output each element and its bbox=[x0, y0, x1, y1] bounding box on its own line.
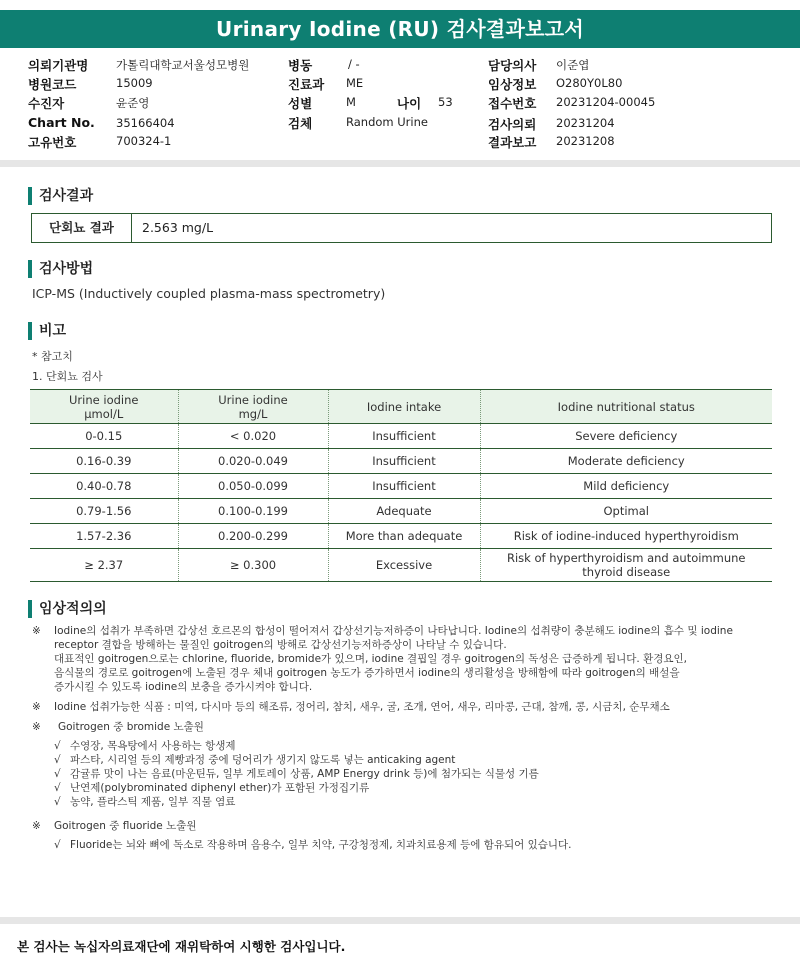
header-umol: Urine iodine µmol/L bbox=[30, 390, 178, 424]
table-row bbox=[30, 524, 772, 549]
reference-mark-icon: ※ bbox=[32, 625, 41, 637]
chart-value: 35166404 bbox=[116, 116, 175, 130]
unique-label: 고유번호 bbox=[28, 135, 77, 150]
sex-value: M bbox=[346, 95, 356, 109]
code-label: 병원코드 bbox=[28, 77, 77, 92]
unique-value: 700324-1 bbox=[116, 134, 172, 148]
patient-label: 수진자 bbox=[28, 96, 65, 111]
cell-intake: More than adequate bbox=[328, 524, 480, 549]
table-row bbox=[30, 549, 772, 582]
cell-status: Moderate deficiency bbox=[480, 449, 772, 474]
check-icon: √ bbox=[54, 768, 61, 780]
cell-mg: < 0.020 bbox=[178, 424, 328, 449]
reported-label: 결과보고 bbox=[488, 135, 537, 150]
request-label: 검사의뢰 bbox=[488, 117, 537, 132]
list-item: √ 수영장, 목욕탕에서 사용하는 항생제 bbox=[54, 740, 236, 752]
bromide-sources-title: ※ Goitrogen 중 bromide 노출원 bbox=[32, 721, 204, 733]
fluoride-sources-title: ※ Goitrogen 중 fluoride 노출원 bbox=[32, 820, 197, 832]
code-value: 15009 bbox=[116, 76, 153, 90]
clinical-paragraph: ※ Iodine의 섭취가 부족하면 갑상선 호르몬의 합성이 떨어져서 갑상선기능저하증이 나타납니다. Iodine의 섭취량이 충분해도 iodine의 흡수 및 iodine receptor 결합을 방해하는 물질인 goitrogen의 방해로 갑상선기능저하증상이 나타날 수 있습니다. 대표적인 goitrogen으로는 chlorine, fluoride, bromide가 있으며, iodine 결핍일 경우 goitrogen의 독성은 급증하게 됩니다. 환경요인, 음식물의 경로로 goitrogen에 노출된 경우 체내 goitrogen 농도가 증가하면서 iodine의 생리활성을 방해함에 따라 goitrogen의 배설을 증가시킬 수 있도록 iodine의 보충을 증가시켜야 합니다. bbox=[32, 625, 733, 693]
method-text: ICP-MS (Inductively coupled plasma-mass spectrometry) bbox=[32, 286, 386, 301]
clinical-info-value: O280Y0L80 bbox=[556, 76, 623, 90]
check-icon: √ bbox=[54, 796, 61, 808]
cell-intake: Excessive bbox=[328, 549, 480, 582]
clinical-significance bbox=[32, 624, 777, 852]
cell-umol: 0.79-1.56 bbox=[30, 499, 178, 524]
cell-umol: ≥ 2.37 bbox=[30, 549, 178, 582]
request-value: 20231204 bbox=[556, 116, 615, 130]
table-row bbox=[30, 474, 772, 499]
cell-intake: Insufficient bbox=[328, 474, 480, 499]
chart-label: Chart No. bbox=[28, 115, 95, 130]
result-value: 2.563 mg/L bbox=[142, 220, 214, 235]
hospital-value: 가톨릭대학교서울성모병원 bbox=[116, 58, 250, 72]
divider bbox=[0, 917, 800, 924]
bromide-sources-list bbox=[32, 739, 777, 809]
cell-status: Risk of hyperthyroidism and autoimmune thyroid disease bbox=[480, 549, 772, 582]
cell-status: Risk of iodine-induced hyperthyroidism bbox=[480, 524, 772, 549]
ward-label: 병동 bbox=[288, 58, 313, 73]
cell-status: Severe deficiency bbox=[480, 424, 772, 449]
footer-note: 본 검사는 녹십자의료재단에 재위탁하여 시행한 검사입니다. bbox=[17, 939, 346, 954]
cell-intake: Insufficient bbox=[328, 424, 480, 449]
cell-mg: 0.050-0.099 bbox=[178, 474, 328, 499]
dept-label: 진료과 bbox=[288, 77, 325, 92]
hospital-label: 의뢰기관명 bbox=[28, 58, 89, 73]
table-row bbox=[30, 499, 772, 524]
section-title-method: 검사방법 bbox=[28, 260, 93, 278]
clinical-info-label: 임상정보 bbox=[488, 77, 537, 92]
list-item: √ 농약, 플라스틱 제품, 일부 직물 염료 bbox=[54, 796, 236, 808]
reference-subtitle: 1. 단회뇨 검사 bbox=[32, 370, 103, 383]
table-row bbox=[30, 449, 772, 474]
reference-mark-icon: ※ bbox=[32, 820, 41, 832]
table-row bbox=[30, 424, 772, 449]
list-item: √ 감귤류 맛이 나는 음료(마운틴듀, 일부 게토레이 상품, AMP Energy drink 등)에 첨가되는 식물성 기름 bbox=[54, 768, 539, 780]
list-item: √ 난연제(polybrominated diphenyl ether)가 포함된 가정집기류 bbox=[54, 782, 370, 794]
cell-umol: 0-0.15 bbox=[30, 424, 178, 449]
check-icon: √ bbox=[54, 839, 61, 851]
divider bbox=[0, 160, 800, 167]
cell-umol: 1.57-2.36 bbox=[30, 524, 178, 549]
report-title: Urinary Iodine (RU) 검사결과보고서 bbox=[0, 10, 800, 48]
age-label: 나이 bbox=[397, 96, 422, 111]
header-status: Iodine nutritional status bbox=[480, 390, 772, 424]
check-icon: √ bbox=[54, 740, 61, 752]
cell-intake: Insufficient bbox=[328, 449, 480, 474]
reference-title: * 참고치 bbox=[32, 350, 73, 363]
doctor-label: 담당의사 bbox=[488, 58, 537, 73]
fluoride-sources-list bbox=[32, 838, 777, 852]
cell-umol: 0.40-0.78 bbox=[30, 474, 178, 499]
reported-value: 20231208 bbox=[556, 134, 615, 148]
header-intake: Iodine intake bbox=[328, 390, 480, 424]
specimen-label: 검체 bbox=[288, 116, 313, 131]
reference-mark-icon: ※ bbox=[32, 701, 41, 713]
cell-status: Optimal bbox=[480, 499, 772, 524]
list-item: √ Fluoride는 뇌와 뼈에 독소로 작용하며 음용수, 일부 치약, 구강청정제, 치과치료용제 등에 함유되어 있습니다. bbox=[54, 839, 572, 851]
patient-info bbox=[0, 53, 800, 153]
table-header-row bbox=[30, 390, 772, 424]
iodine-foods: ※ Iodine 섭취가능한 식품 : 미역, 다시마 등의 해조류, 정어리, 참치, 새우, 굴, 조개, 연어, 새우, 리마콩, 근대, 참깨, 콩, 시금치, 순무채소 bbox=[32, 701, 670, 713]
header-mg: Urine iodine mg/L bbox=[178, 390, 328, 424]
check-icon: √ bbox=[54, 782, 61, 794]
section-title-result: 검사결과 bbox=[28, 187, 93, 205]
cell-mg: 0.200-0.299 bbox=[178, 524, 328, 549]
cell-mg: 0.020-0.049 bbox=[178, 449, 328, 474]
cell-umol: 0.16-0.39 bbox=[30, 449, 178, 474]
section-title-remarks: 비고 bbox=[28, 322, 66, 340]
reference-table bbox=[30, 389, 772, 582]
list-item: √ 파스타, 시리얼 등의 제빵과정 중에 덩어리가 생기지 않도록 넣는 anticaking agent bbox=[54, 754, 456, 766]
sex-label: 성별 bbox=[288, 96, 313, 111]
ward-value: / - bbox=[348, 57, 360, 71]
cell-mg: ≥ 0.300 bbox=[178, 549, 328, 582]
doctor-value: 이준엽 bbox=[556, 58, 590, 72]
dept-value: ME bbox=[346, 76, 364, 90]
accession-label: 접수번호 bbox=[488, 96, 537, 111]
check-icon: √ bbox=[54, 754, 61, 766]
result-box bbox=[31, 213, 772, 243]
age-value: 53 bbox=[438, 95, 453, 109]
cell-intake: Adequate bbox=[328, 499, 480, 524]
reference-mark-icon: ※ bbox=[32, 721, 41, 733]
specimen-value: Random Urine bbox=[346, 115, 428, 129]
result-label: 단회뇨 결과 bbox=[32, 214, 132, 242]
cell-mg: 0.100-0.199 bbox=[178, 499, 328, 524]
section-title-clinical: 임상적의의 bbox=[28, 600, 107, 618]
patient-value: 윤준영 bbox=[116, 96, 150, 110]
accession-value: 20231204-00045 bbox=[556, 95, 656, 109]
cell-status: Mild deficiency bbox=[480, 474, 772, 499]
